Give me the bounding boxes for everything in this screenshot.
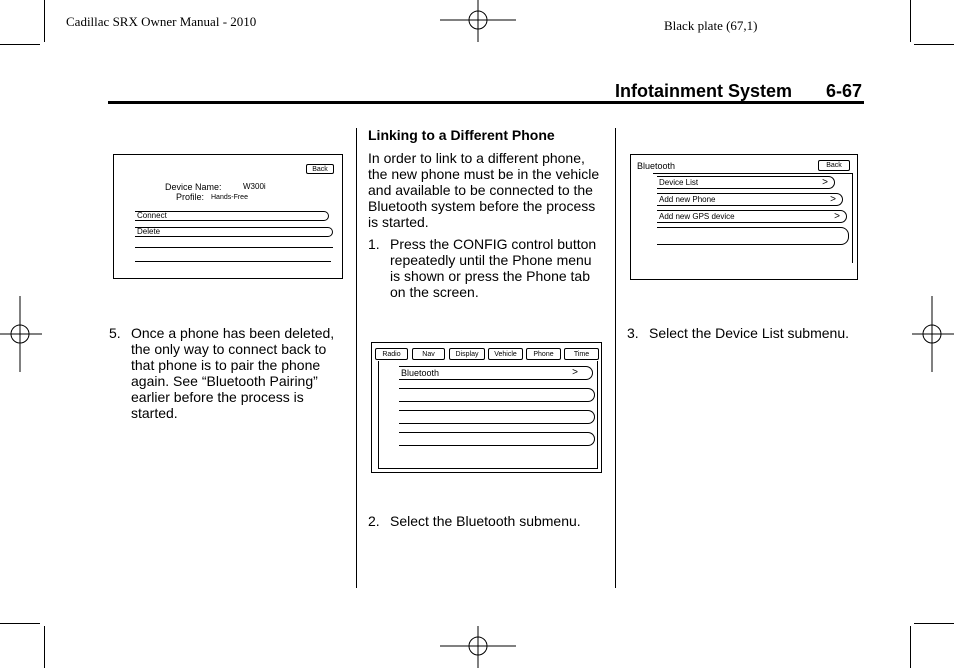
- add-new-phone-item[interactable]: [657, 193, 843, 206]
- profile-value: Hands-Free: [211, 194, 248, 201]
- device-list-label: Device List: [659, 178, 699, 187]
- connect-item[interactable]: Connect: [135, 211, 329, 221]
- screen-title: Bluetooth: [637, 161, 676, 171]
- crop-mark: [44, 0, 45, 42]
- crop-mark: [0, 623, 40, 624]
- column-divider: [356, 128, 357, 588]
- chevron-right-icon: >: [572, 367, 578, 378]
- profile-label: Profile:: [176, 192, 205, 202]
- menu-divider: [135, 247, 333, 248]
- device-name-label: Device Name:: [165, 182, 222, 192]
- add-new-phone-label: Add new Phone: [659, 195, 716, 204]
- menu-row-empty: [399, 432, 595, 446]
- menu-row-empty: [399, 388, 595, 402]
- column-divider: [615, 128, 616, 588]
- registration-mark-icon: [912, 296, 954, 372]
- tab-time[interactable]: Time: [564, 348, 599, 360]
- tab-display[interactable]: Display: [449, 348, 485, 360]
- back-button[interactable]: Back: [818, 160, 850, 171]
- section-heading: Linking to a Different Phone: [368, 127, 555, 143]
- bluetooth-screen-figure: [630, 154, 858, 280]
- phone-screen-figure: [371, 342, 602, 473]
- header-rule: [108, 101, 864, 104]
- chevron-right-icon: >: [830, 194, 836, 205]
- registration-mark-icon: [0, 296, 42, 372]
- add-new-gps-item[interactable]: [657, 210, 847, 223]
- crop-mark: [910, 0, 911, 42]
- registration-mark-icon: [440, 626, 516, 668]
- tab-nav[interactable]: Nav: [412, 348, 445, 360]
- plate-label: Black plate (67,1): [664, 18, 758, 33]
- delete-item[interactable]: Delete: [135, 227, 333, 237]
- menu-divider: [135, 261, 331, 262]
- device-name-value: W300i: [243, 182, 266, 191]
- section-title: Infotainment System: [615, 81, 793, 101]
- tab-vehicle[interactable]: Vehicle: [488, 348, 523, 360]
- registration-mark-icon: [440, 0, 516, 42]
- page-number: 6-67: [826, 81, 863, 101]
- crop-mark: [0, 44, 40, 45]
- bluetooth-label: Bluetooth: [401, 368, 440, 378]
- menu-row-empty: [399, 410, 595, 424]
- back-button[interactable]: Back: [306, 164, 334, 174]
- manual-title: Cadillac SRX Owner Manual - 2010: [66, 14, 257, 29]
- tab-radio[interactable]: Radio: [375, 348, 408, 360]
- device-list-item[interactable]: [657, 176, 835, 189]
- menu-row-empty: [657, 227, 849, 245]
- device-screen-figure: [113, 154, 343, 279]
- crop-mark: [44, 626, 45, 668]
- intro-paragraph: In order to link to a different phone, the new phone must be in the vehicle and available to be connected to the Bluetooth system before the process is started.: [368, 150, 600, 230]
- menu-panel: [378, 361, 598, 469]
- crop-mark: [914, 623, 954, 624]
- add-new-gps-label: Add new GPS device: [659, 212, 735, 221]
- crop-mark: [914, 44, 954, 45]
- bluetooth-item[interactable]: [399, 366, 593, 380]
- chevron-right-icon: >: [822, 177, 828, 188]
- chevron-right-icon: >: [834, 211, 840, 222]
- crop-mark: [910, 626, 911, 668]
- tab-phone[interactable]: Phone: [526, 348, 561, 360]
